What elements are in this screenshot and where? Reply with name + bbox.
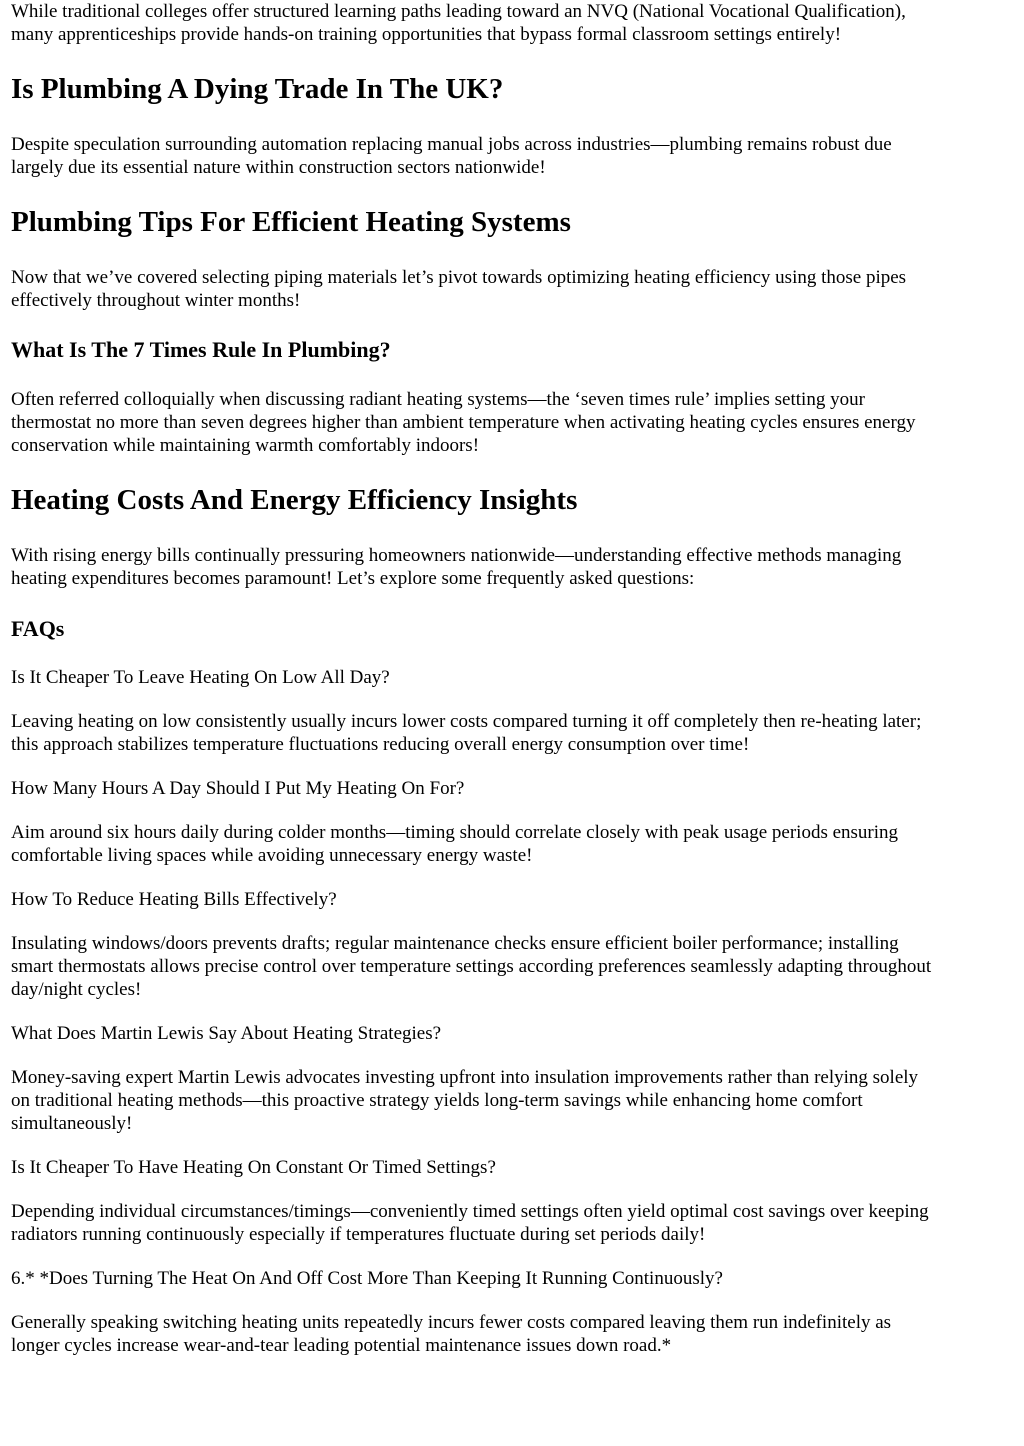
heading-heating-costs: Heating Costs And Energy Efficiency Insights <box>11 484 578 516</box>
intro-paragraph: While traditional colleges offer structured learning paths leading toward an NVQ (National Vocational Qualification), many apprenticeships provide hands-on training opportunities that bypass formal classroom settings entirely! <box>11 1 906 45</box>
paragraph-dying-trade: Despite speculation surrounding automation replacing manual jobs across industries—plumbing remains robust due largely due its essential nature within construction sectors nationwide! <box>11 134 892 178</box>
faq-question-5: Is It Cheaper To Have Heating On Constant Or Timed Settings? <box>11 1157 496 1178</box>
faq-answer-4: Money-saving expert Martin Lewis advocates investing upfront into insulation improvements rather than relying solely on traditional heating methods—this proactive strategy yields long-term savings while enhancing home comfort simultaneously! <box>11 1067 919 1134</box>
faq-answer-3: Insulating windows/doors prevents drafts; regular maintenance checks ensure efficient boiler performance; installing smart thermostats allows precise control over temperature settings according preferences seamlessly adapting throughout day/night cycles! <box>11 933 932 1000</box>
faq-answer-5: Depending individual circumstances/timings—conveniently timed settings often yield optimal cost savings over keeping radiators running continuously especially if temperatures fluctuate during set periods daily! <box>11 1201 929 1245</box>
faq-question-4: What Does Martin Lewis Say About Heating Strategies? <box>11 1023 442 1044</box>
paragraph-heating-tips: Now that we’ve covered selecting piping materials let’s pivot towards optimizing heating efficiency using those pipes effectively throughout winter months! <box>11 267 907 311</box>
faq-question-6: 6.* *Does Turning The Heat On And Off Cost More Than Keeping It Running Continuously? <box>11 1268 723 1289</box>
faq-answer-6: Generally speaking switching heating units repeatedly incurs fewer costs compared leaving them run indefinitely as longer cycles increase wear-and-tear leading potential maintenance issues down road.* <box>11 1312 892 1356</box>
faq-question-3: How To Reduce Heating Bills Effectively? <box>11 889 337 910</box>
heading-faqs: FAQs <box>11 616 65 641</box>
heading-seven-times-rule: What Is The 7 Times Rule In Plumbing? <box>11 337 391 362</box>
paragraph-seven-times-rule: Often referred colloquially when discussing radiant heating systems—the ‘seven times rule’ implies setting your thermostat no more than seven degrees higher than ambient temperature when activating heating cycles ensures energy conservation while maintaining warmth comfortably indoors! <box>11 389 916 456</box>
heading-dying-trade: Is Plumbing A Dying Trade In The UK? <box>11 73 504 105</box>
heading-heating-tips: Plumbing Tips For Efficient Heating Systems <box>11 206 571 238</box>
faq-question-2: How Many Hours A Day Should I Put My Heating On For? <box>11 778 465 799</box>
paragraph-heating-costs: With rising energy bills continually pressuring homeowners nationwide—understanding effective methods managing heating expenditures becomes paramount! Let’s explore some frequently asked questions: <box>11 545 902 589</box>
faq-question-1: Is It Cheaper To Leave Heating On Low All Day? <box>11 667 390 688</box>
faq-answer-1: Leaving heating on low consistently usually incurs lower costs compared turning it off completely then re-heating later; this approach stabilizes temperature fluctuations reducing overall energy consumption over time! <box>11 711 922 755</box>
faq-answer-2: Aim around six hours daily during colder months—timing should correlate closely with peak usage periods ensuring comfortable living spaces while avoiding unnecessary energy waste! <box>11 822 899 866</box>
